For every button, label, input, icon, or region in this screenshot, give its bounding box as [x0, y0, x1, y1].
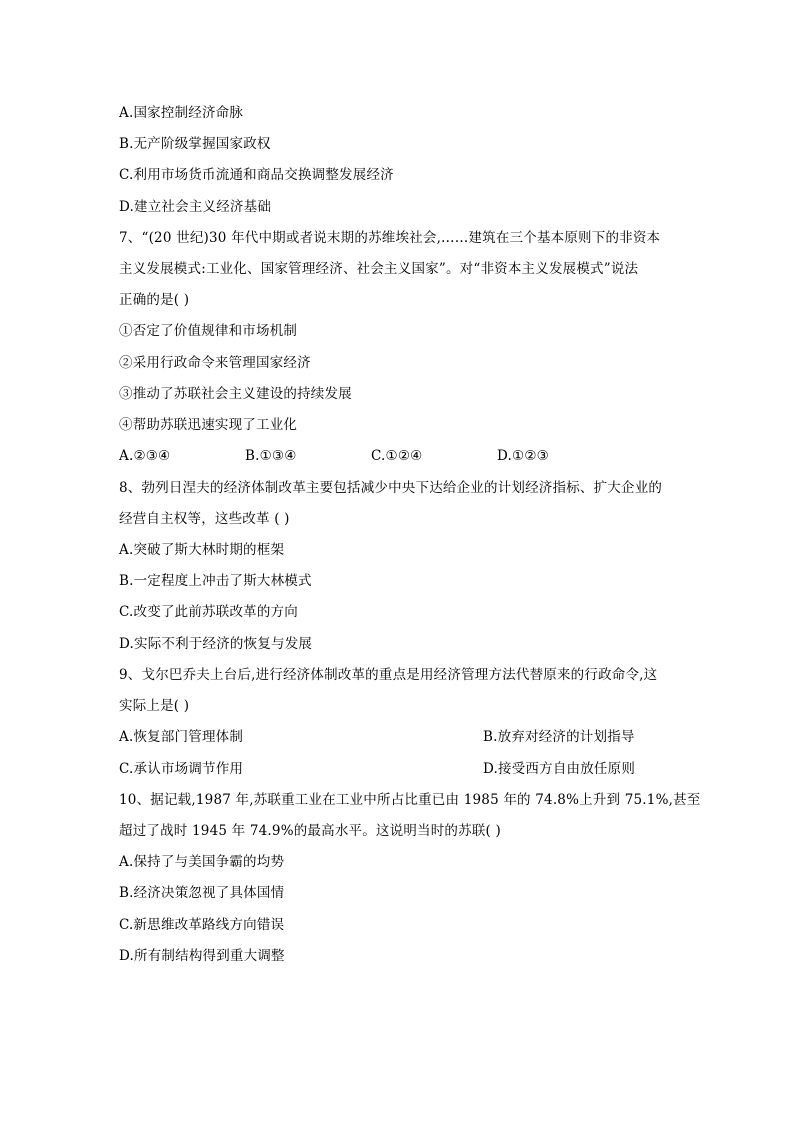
q7-stem-line-3: 正确的是( ) [119, 292, 190, 308]
q10-option-c: C.新思维改革路线方向错误 [119, 917, 285, 933]
q6-option-d: D.建立社会主义经济基础 [119, 199, 272, 215]
q9-option-d: D.接受西方自由放任原则 [483, 761, 636, 777]
q7-statement-3: ③推动了苏联社会主义建设的持续发展 [119, 386, 352, 402]
q8-stem-line-2: 经营自主权等，这些改革 ( ) [119, 511, 290, 527]
q10-stem-line-2: 超过了战时 1945 年 74.9%的最高水平。这说明当时的苏联( ) [119, 823, 501, 839]
q8-option-d: D.实际不利于经济的恢复与发展 [119, 636, 313, 652]
q7-stem-line-2: 主义发展模式:工业化、国家管理经济、社会主义国家”。对“非资本主义发展模式”说法 [119, 261, 639, 277]
q6-option-a: A.国家控制经济命脉 [119, 105, 244, 121]
q10-option-b: B.经济决策忽视了具体国情 [119, 885, 285, 901]
q7-statement-1: ①否定了价值规律和市场机制 [119, 323, 298, 339]
q6-option-c: C.利用市场货币流通和商品交换调整发展经济 [119, 167, 394, 183]
q7-option-c: C.①②④ [371, 448, 423, 464]
q7-stem-line-1: 7、“(20 世纪)30 年代中期或者说末期的苏维埃社会,……建筑在三个基本原则下的非资本 [119, 230, 661, 246]
q6-option-b: B.无产阶级掌握国家政权 [119, 136, 271, 152]
q8-option-c: C.改变了此前苏联改革的方向 [119, 604, 298, 620]
q7-option-d: D.①②③ [497, 448, 549, 464]
q7-statement-4: ④帮助苏联迅速实现了工业化 [119, 417, 298, 433]
q10-option-d: D.所有制结构得到重大调整 [119, 948, 285, 964]
q9-stem-line-1: 9、戈尔巴乔夫上台后,进行经济体制改革的重点是用经济管理方法代替原来的行政命令,这 [119, 667, 658, 683]
q10-option-a: A.保持了与美国争霸的均势 [119, 854, 285, 870]
q9-stem-line-2: 实际上是( ) [119, 698, 190, 714]
q8-option-a: A.突破了斯大林时期的框架 [119, 542, 285, 558]
q10-stem-line-1: 10、据记载,1987 年,苏联重工业在工业中所占比重已由 1985 年的 74.8%上升到 75.1%,甚至 [119, 792, 701, 808]
q9-option-b: B.放弃对经济的计划指导 [483, 729, 635, 745]
q9-option-c: C.承认市场调节作用 [119, 761, 244, 777]
q7-option-a: A.②③④ [119, 448, 171, 464]
q8-stem-line-1: 8、勃列日涅夫的经济体制改革主要包括减少中央下达给企业的计划经济指标、扩大企业的 [119, 480, 663, 496]
q9-option-a: A.恢复部门管理体制 [119, 729, 244, 745]
q8-option-b: B.一定程度上冲击了斯大林模式 [119, 573, 312, 589]
q7-option-b: B.①③④ [245, 448, 297, 464]
q7-statement-2: ②采用行政命令来管理国家经济 [119, 355, 311, 371]
